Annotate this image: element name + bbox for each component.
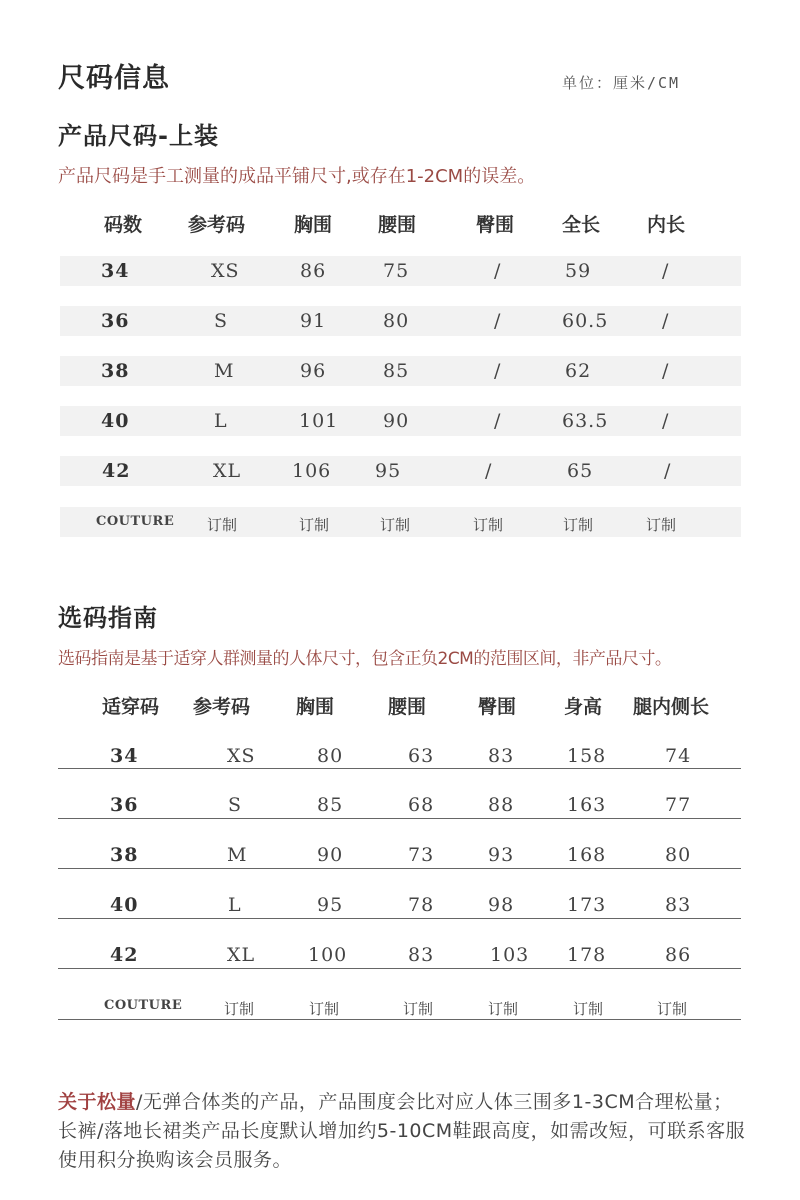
table-cell: 订制: [403, 1000, 434, 1018]
table-cell: 158: [567, 745, 607, 767]
table-cell: XS: [227, 745, 256, 767]
table-cell: 36: [110, 794, 139, 816]
table-cell: 订制: [224, 1000, 255, 1018]
table-cell: /: [485, 460, 493, 482]
table-cell: 65: [567, 460, 594, 482]
table-cell: 74: [665, 745, 692, 767]
header-cell: 全长: [562, 214, 601, 236]
table-cell: 80: [665, 844, 692, 866]
header-cell: 腿内侧长: [633, 696, 710, 718]
fit-ease-text: /无弹合体类的产品，产品围度会比对应人体三围多1-3CM合理松量；长裤/落地长裙类产品长度默认增加约5-10CM鞋跟高度，如需改短，可联系客服使用积分换购该会员服务。: [58, 1091, 746, 1171]
table-cell: L: [214, 410, 228, 432]
table-cell: 36: [101, 310, 130, 332]
table-cell: 40: [101, 410, 130, 432]
table-cell: 96: [300, 360, 327, 382]
table-cell: 订制: [488, 1000, 519, 1018]
table-cell: /: [494, 310, 502, 332]
product-size-note: 产品尺码是手工测量的成品平铺尺寸,或存在1-2CM的误差。: [58, 166, 536, 187]
row-divider: [58, 918, 741, 919]
row-divider: [58, 868, 741, 869]
table-cell: 93: [488, 844, 515, 866]
table-cell: S: [214, 310, 229, 332]
table-cell: 订制: [473, 516, 504, 534]
table-cell: 178: [567, 944, 607, 966]
table-cell: 103: [490, 944, 530, 966]
table-cell: 73: [408, 844, 435, 866]
table-cell: /: [664, 460, 672, 482]
table-cell: /: [494, 360, 502, 382]
table-cell: 85: [383, 360, 410, 382]
table-cell: 88: [488, 794, 515, 816]
header-cell: 参考码: [188, 214, 246, 236]
table-cell: COUTURE: [104, 998, 183, 1013]
table-cell: 68: [408, 794, 435, 816]
table-cell: 62: [565, 360, 592, 382]
table-cell: /: [494, 410, 502, 432]
table-cell: 98: [488, 894, 515, 916]
table-cell: XL: [227, 944, 256, 966]
table-cell: 75: [383, 260, 410, 282]
fit-ease-label: 关于松量: [58, 1091, 137, 1113]
table-cell: 80: [317, 745, 344, 767]
table-cell: 163: [567, 794, 607, 816]
table-cell: 订制: [573, 1000, 604, 1018]
table-cell: 173: [567, 894, 607, 916]
row-divider: [58, 768, 741, 769]
header-cell: 臀围: [476, 214, 515, 236]
row-divider: [58, 818, 741, 819]
table-cell: 订制: [299, 516, 330, 534]
table-cell: 订制: [657, 1000, 688, 1018]
table-cell: 38: [101, 360, 130, 382]
table-cell: 订制: [309, 1000, 340, 1018]
table-cell: 42: [102, 460, 131, 482]
header-cell: 臀围: [478, 696, 517, 718]
header-cell: 腰围: [388, 696, 427, 718]
table-cell: 86: [300, 260, 327, 282]
header-cell: 腰围: [378, 214, 417, 236]
table-cell: 34: [101, 260, 130, 282]
fit-ease-note: [58, 1088, 748, 1175]
table-cell: 168: [567, 844, 607, 866]
table-cell: 77: [665, 794, 692, 816]
table-cell: /: [494, 260, 502, 282]
table-cell: XS: [211, 260, 240, 282]
row-divider: [58, 1019, 741, 1020]
table-cell: 63: [408, 745, 435, 767]
header-cell: 参考码: [193, 696, 251, 718]
table-cell: 95: [317, 894, 344, 916]
table-cell: XL: [213, 460, 242, 482]
table-cell: 90: [383, 410, 410, 432]
table-cell: 订制: [207, 516, 238, 534]
unit-label: 单位：厘米/CM: [562, 74, 681, 92]
table-cell: /: [662, 260, 670, 282]
header-cell: 胸围: [296, 696, 335, 718]
product-size-title: 产品尺码-上装: [58, 122, 219, 150]
table-cell: 90: [317, 844, 344, 866]
table-cell: /: [662, 310, 670, 332]
table-cell: 订制: [380, 516, 411, 534]
table-cell: /: [662, 410, 670, 432]
table-cell: 42: [110, 944, 139, 966]
table-cell: 83: [488, 745, 515, 767]
table-cell: S: [228, 794, 243, 816]
header-cell: 身高: [564, 696, 603, 718]
header-cell: 适穿码: [102, 696, 160, 718]
header-cell: 内长: [647, 214, 686, 236]
table-cell: /: [662, 360, 670, 382]
table-cell: 91: [300, 310, 327, 332]
table-cell: M: [214, 360, 235, 382]
table-cell: 100: [308, 944, 348, 966]
table-cell: 85: [317, 794, 344, 816]
table-cell: 95: [375, 460, 402, 482]
table-cell: 40: [110, 894, 139, 916]
table-cell: 59: [565, 260, 592, 282]
table-cell: 60.5: [562, 310, 609, 332]
table-cell: 106: [292, 460, 332, 482]
table-cell: L: [228, 894, 242, 916]
size-guide-note: 选码指南是基于适穿人群测量的人体尺寸，包含正负2CM的范围区间，非产品尺寸。: [58, 649, 672, 669]
page-title: 尺码信息: [58, 63, 170, 94]
table-cell: 86: [665, 944, 692, 966]
table-cell: 83: [665, 894, 692, 916]
row-divider: [58, 968, 741, 969]
table-cell: 101: [299, 410, 339, 432]
size-guide-title: 选码指南: [58, 604, 158, 632]
table-cell: M: [227, 844, 248, 866]
table-cell: 34: [110, 745, 139, 767]
table-cell: 83: [408, 944, 435, 966]
header-cell: 胸围: [294, 214, 333, 236]
table-cell: 订制: [646, 516, 677, 534]
table-cell: 订制: [563, 516, 594, 534]
table-cell: 78: [408, 894, 435, 916]
table-cell: 63.5: [562, 410, 609, 432]
header-cell: 码数: [104, 214, 143, 236]
table-cell: COUTURE: [96, 514, 175, 529]
table-cell: 80: [383, 310, 410, 332]
table-cell: 38: [110, 844, 139, 866]
